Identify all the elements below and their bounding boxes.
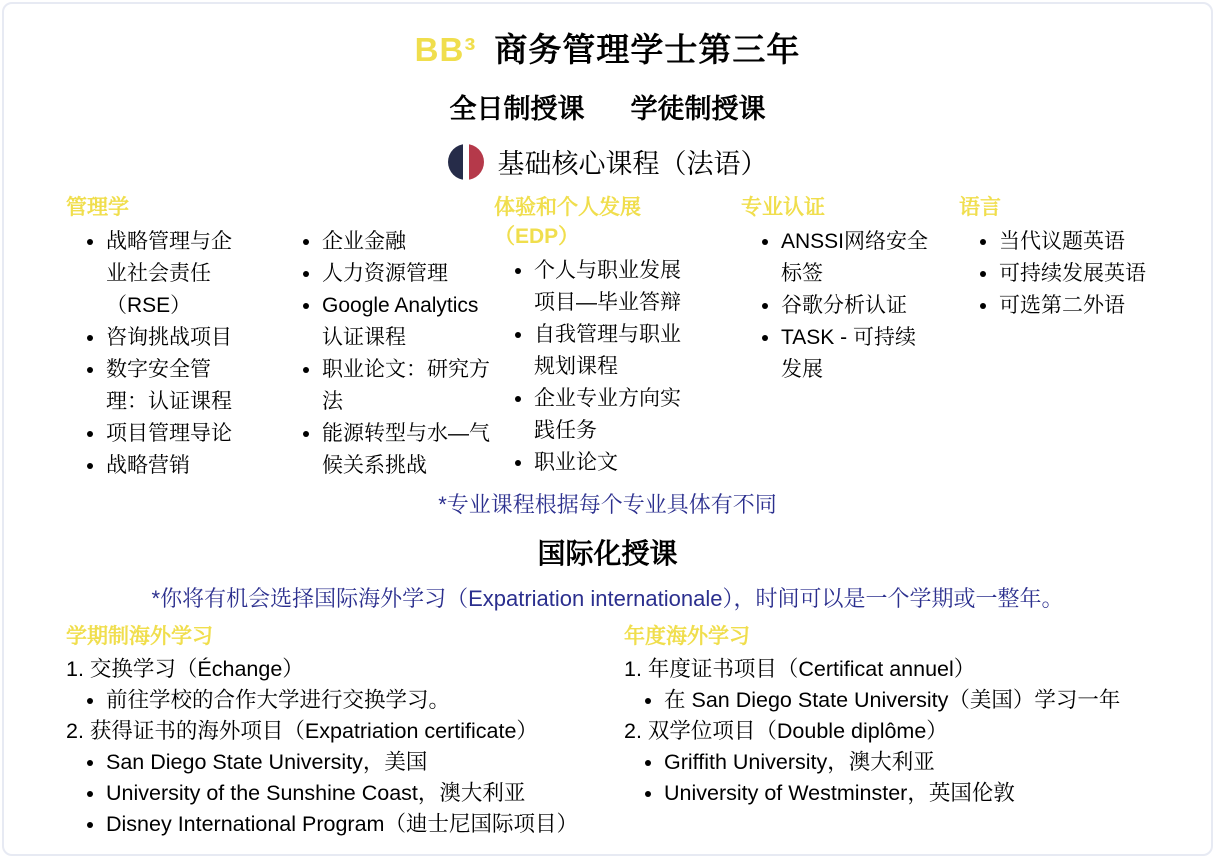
course-item: • 职业论文	[534, 447, 686, 479]
course-item: • 个人与职业发展项目—毕业答辩	[534, 255, 686, 319]
study-modes	[4, 87, 1211, 126]
france-flag-icon	[448, 144, 484, 180]
core-courses-title: 基础核心课程（法语）	[497, 149, 768, 179]
numbered-item: 1. 交换学习（Échange）	[66, 657, 304, 681]
course-item: • 职业论文：研究方法	[322, 354, 494, 418]
core-column-edp	[494, 193, 686, 479]
course-item: • TASK - 可持续发展	[781, 322, 933, 386]
course-item: • 战略管理与企业社会责任（RSE）	[106, 226, 246, 322]
core-column-management	[66, 193, 246, 482]
course-item: • 能源转型与水—气候关系挑战	[322, 418, 494, 482]
mode-apprentice-label: 学徒制授课	[630, 94, 766, 124]
expatriation-note: *你将有机会选择国际海外学习（Expatriation internationale），时间可以是一个学期或一整年。	[151, 586, 1064, 611]
course-item: • 企业专业方向实践任务	[534, 383, 686, 447]
page-title-text: 商务管理学士第三年	[494, 31, 801, 68]
annual-abroad-column	[624, 622, 1184, 840]
mode-fulltime-label: 全日制授课	[449, 94, 585, 124]
core-courses-columns	[4, 193, 1211, 482]
specialization-note: *专业课程根据每个专业具体有不同	[438, 492, 777, 517]
course-item: • 自我管理与职业规划课程	[534, 319, 686, 383]
international-section-title: 国际化授课	[537, 538, 678, 569]
numbered-item: 2. 获得证书的海外项目（Expatriation certificate）	[66, 719, 538, 743]
column-header-semester-abroad: 学期制海外学习	[66, 625, 213, 648]
page-title	[4, 24, 1211, 71]
brand-bb3: BB³	[414, 31, 477, 68]
abroad-option-item: • 在 San Diego State University（美国）学习一年	[664, 685, 1184, 716]
course-item: • 谷歌分析认证	[781, 290, 933, 322]
program-sheet	[2, 2, 1213, 856]
international-columns	[4, 622, 1211, 840]
abroad-option-item: • University of Westminster，英国伦敦	[664, 778, 1184, 809]
core-courses-heading	[4, 142, 1211, 181]
numbered-item: 2. 双学位项目（Double diplôme）	[624, 719, 948, 743]
abroad-option-item: • Disney International Program（迪士尼国际项目）	[106, 809, 588, 840]
course-list	[282, 226, 494, 482]
abroad-option-item: • University of the Sunshine Coast，澳大利亚	[106, 778, 588, 809]
course-item: • 企业金融	[322, 226, 494, 258]
semester-abroad-column	[66, 622, 588, 840]
course-item: • 项目管理导论	[106, 418, 246, 450]
abroad-option-list	[66, 685, 588, 716]
abroad-option-item: • Griffith University，澳大利亚	[664, 747, 1184, 778]
course-item: • 可选第二外语	[999, 290, 1164, 322]
column-header-certifications: 专业认证	[741, 196, 825, 219]
course-item: • ANSSI网络安全标签	[781, 226, 933, 290]
course-item: • 数字安全管理：认证课程	[106, 354, 246, 418]
course-list	[66, 226, 246, 482]
abroad-option-list	[624, 685, 1184, 716]
course-item: • 人力资源管理	[322, 258, 494, 290]
course-item: • 咨询挑战项目	[106, 322, 246, 354]
abroad-option-item: • 前往学校的合作大学进行交换学习。	[106, 685, 588, 716]
course-item: • 可持续发展英语	[999, 258, 1164, 290]
course-item: • 战略营销	[106, 450, 246, 482]
course-list	[959, 226, 1164, 322]
column-header-annual-abroad: 年度海外学习	[624, 625, 750, 648]
abroad-option-item: • San Diego State University，美国	[106, 747, 588, 778]
course-list	[494, 255, 686, 479]
core-column-management-cont	[282, 193, 494, 482]
core-column-languages	[959, 193, 1164, 322]
column-header-edp: 体验和个人发展（EDP）	[494, 196, 641, 248]
column-header-languages: 语言	[959, 196, 1001, 219]
numbered-item: 1. 年度证书项目（Certificat annuel）	[624, 657, 976, 681]
column-header-empty	[282, 193, 494, 222]
course-item: • Google Analytics 认证课程	[322, 290, 494, 354]
core-column-certifications	[741, 193, 933, 386]
column-header-management: 管理学	[66, 196, 129, 219]
abroad-option-list	[66, 747, 588, 840]
course-list	[741, 226, 933, 386]
course-item: • 当代议题英语	[999, 226, 1164, 258]
abroad-option-list	[624, 747, 1184, 809]
